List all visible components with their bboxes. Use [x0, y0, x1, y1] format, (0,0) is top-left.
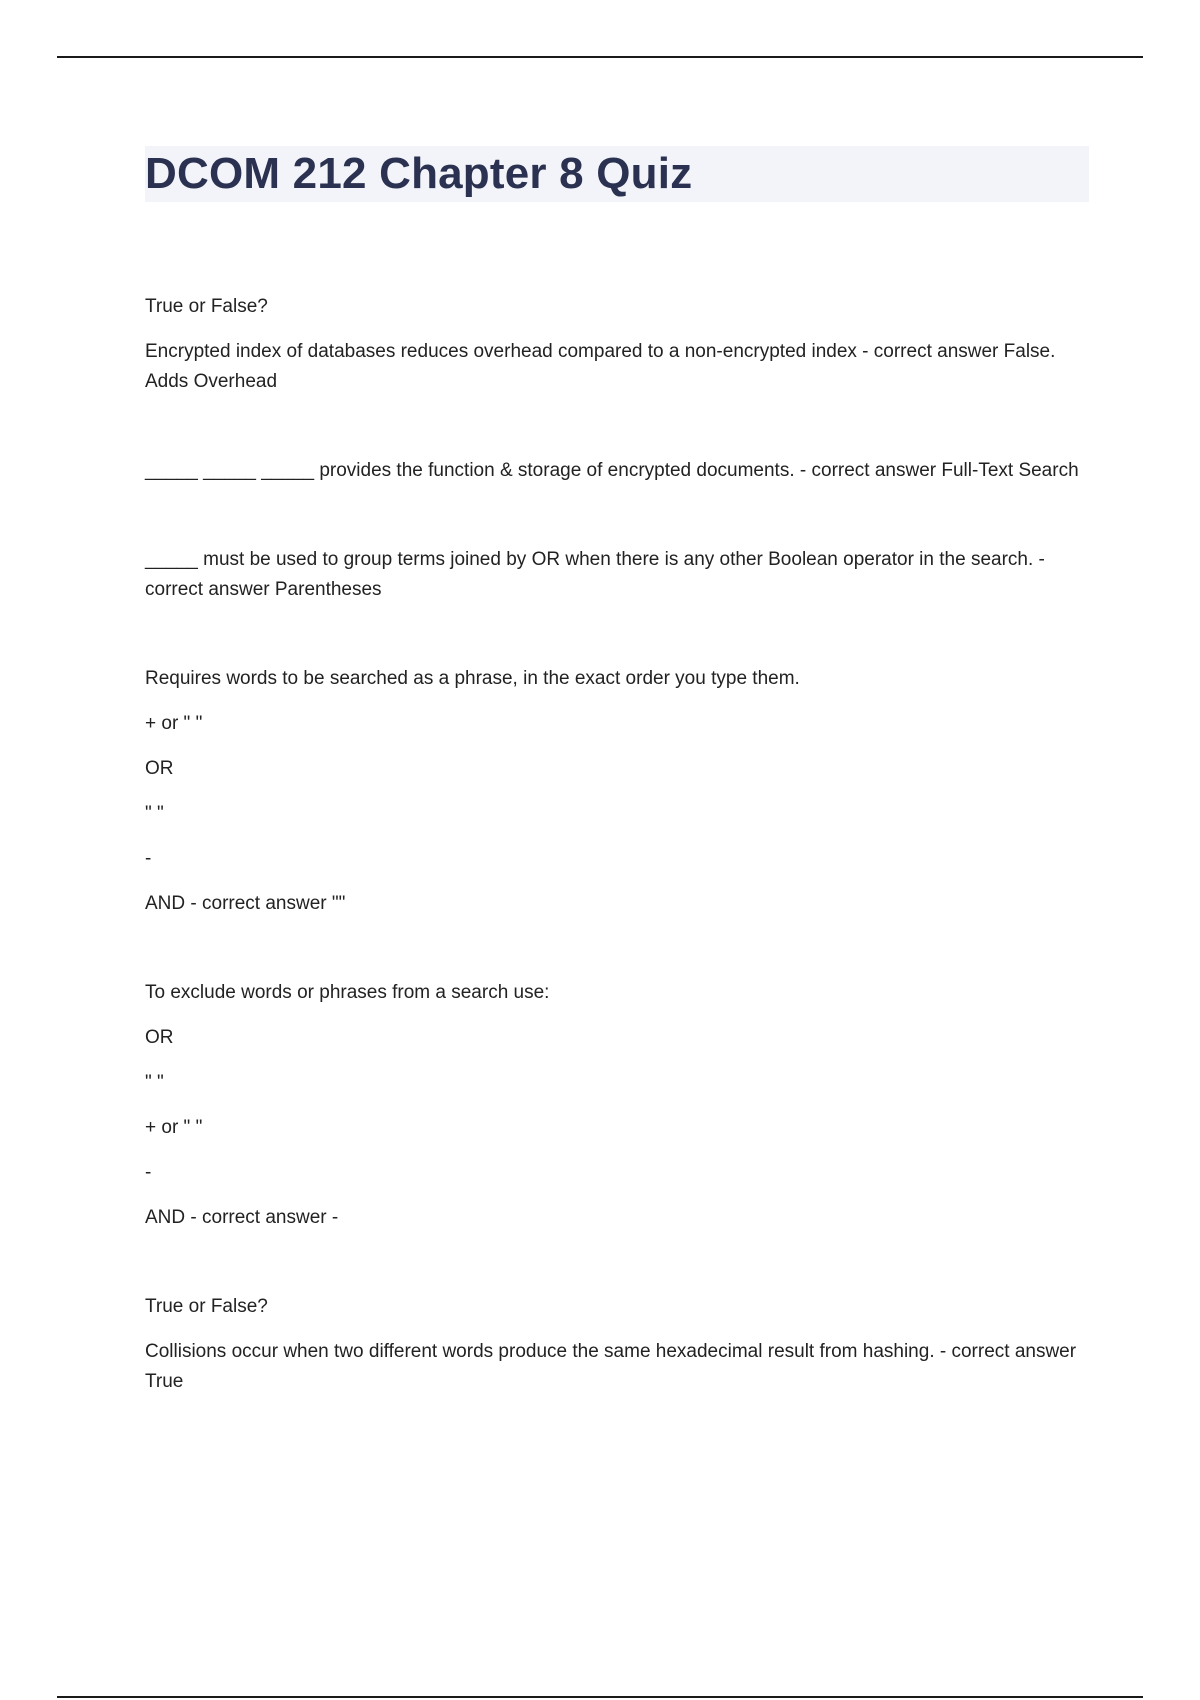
option-text: + or " "	[145, 1117, 203, 1138]
question-block	[145, 664, 1090, 919]
question-block	[145, 978, 1090, 1233]
option-text: + or " "	[145, 713, 203, 734]
document-title: DCOM 212 Chapter 8 Quiz	[145, 149, 693, 198]
question-text: To exclude words or phrases from a search use:	[145, 982, 550, 1003]
option-answer-text: AND - correct answer -	[145, 1207, 339, 1228]
question-answer-text: _____ _____ _____ provides the function & storage of encrypted documents. - correct answer Full-Text Search	[145, 460, 1079, 481]
footer-rule	[57, 1696, 1143, 1698]
header-rule	[57, 56, 1143, 58]
question-answer-text: Encrypted index of databases reduces overhead compared to a non-encrypted index - correct answer False. Adds Overhead	[145, 341, 1056, 392]
question-text: True or False?	[145, 1296, 268, 1317]
question-text: True or False?	[145, 296, 268, 317]
option-answer-text: AND - correct answer ""	[145, 893, 346, 914]
question-block	[145, 456, 1090, 486]
question-block	[145, 1292, 1090, 1397]
option-text: -	[145, 848, 152, 869]
option-text: -	[145, 1162, 152, 1183]
option-text: OR	[145, 758, 174, 779]
question-block	[145, 292, 1090, 397]
question-answer-text: _____ must be used to group terms joined by OR when there is any other Boolean operator in the search. - correct answer Parentheses	[145, 549, 1045, 600]
option-text: " "	[145, 1072, 164, 1093]
quiz-content	[145, 292, 1090, 1397]
question-text: Requires words to be searched as a phrase, in the exact order you type them.	[145, 668, 800, 689]
question-answer-text: Collisions occur when two different words produce the same hexadecimal result from hashing. - correct answer True	[145, 1341, 1077, 1392]
option-text: OR	[145, 1027, 174, 1048]
option-text: " "	[145, 803, 164, 824]
question-block	[145, 545, 1090, 605]
